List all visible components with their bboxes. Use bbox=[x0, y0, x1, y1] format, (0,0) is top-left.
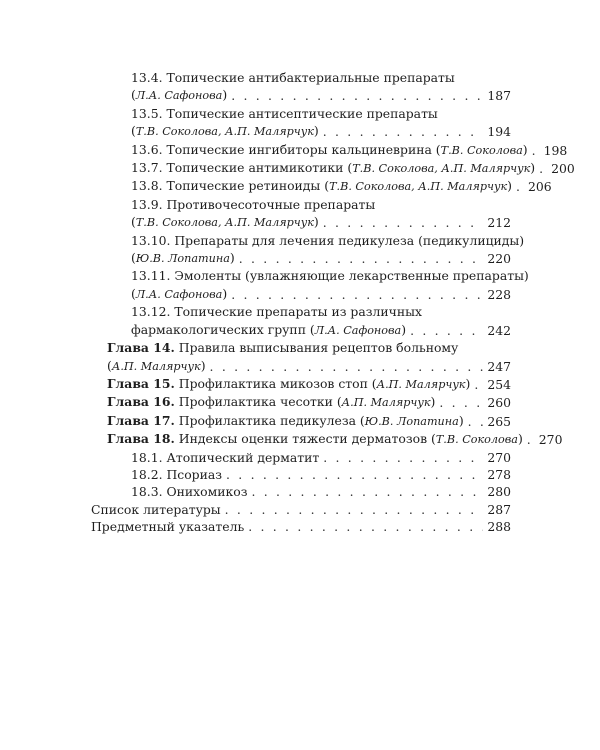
toc-entry-title bbox=[91, 518, 244, 535]
toc-entry-line bbox=[131, 321, 511, 339]
paren-open: ( bbox=[131, 250, 136, 266]
toc-entry[interactable] bbox=[91, 232, 525, 268]
paren-close: ) bbox=[222, 285, 228, 301]
toc-entry-title bbox=[131, 141, 528, 159]
paren-close: ) bbox=[517, 431, 523, 447]
toc-entry-line bbox=[131, 449, 511, 466]
toc-entry-author: Т.В. Соколова bbox=[435, 433, 518, 447]
toc-entry[interactable] bbox=[91, 105, 511, 141]
toc-entry-line bbox=[131, 285, 511, 303]
page-number: 242 bbox=[487, 322, 511, 338]
paren-open: ( bbox=[131, 123, 136, 139]
paren-open: ( bbox=[309, 321, 315, 337]
dot-leader bbox=[410, 322, 483, 339]
toc-entry[interactable] bbox=[91, 501, 511, 518]
toc-entry-title bbox=[107, 339, 458, 356]
toc-entry-text: 18.3. Онихомикоз bbox=[131, 484, 248, 500]
toc-entry-line bbox=[131, 69, 511, 86]
toc-entry-author: А.П. Малярчук bbox=[341, 396, 431, 410]
toc-entry-line bbox=[131, 159, 575, 177]
toc-entry-author: Ю.В. Лопатина bbox=[135, 252, 230, 266]
page-number: 260 bbox=[487, 395, 511, 411]
toc-entry-text: Профилактика чесотки bbox=[174, 394, 337, 410]
toc-entry-line bbox=[131, 249, 511, 267]
toc-entry-title bbox=[131, 69, 455, 86]
page-number: 212 bbox=[487, 215, 511, 231]
toc-entry-line bbox=[107, 393, 511, 411]
dot-leader bbox=[439, 394, 483, 411]
paren-close: ) bbox=[530, 160, 536, 176]
dot-leader bbox=[539, 160, 547, 177]
dot-leader bbox=[323, 449, 483, 466]
toc-entry-title bbox=[107, 393, 435, 411]
toc-entry-line bbox=[107, 357, 511, 375]
toc-entry-title bbox=[91, 501, 221, 518]
paren-open: ( bbox=[324, 178, 330, 194]
toc-entry-title bbox=[131, 105, 438, 122]
dot-leader bbox=[231, 87, 483, 104]
page-number: 265 bbox=[487, 413, 511, 429]
toc-entry[interactable] bbox=[91, 466, 511, 483]
toc-entry-title bbox=[131, 466, 222, 483]
toc-entry-title bbox=[131, 285, 227, 303]
toc-entry-title bbox=[131, 177, 512, 195]
toc-entry-line bbox=[131, 177, 552, 195]
toc-entry-text: 13.7. Топические антимикотики bbox=[131, 160, 348, 176]
toc-entry-text: Список литературы bbox=[91, 501, 221, 517]
paren-open: ( bbox=[131, 87, 136, 103]
toc-entry-line bbox=[107, 339, 511, 356]
dot-leader bbox=[231, 286, 483, 303]
page-number: 187 bbox=[487, 88, 511, 104]
chapter-number: Глава 18. bbox=[107, 431, 175, 447]
dot-leader bbox=[527, 431, 535, 448]
toc-entry[interactable] bbox=[91, 393, 511, 411]
toc-entry[interactable] bbox=[91, 141, 568, 159]
toc-entry-author: Т.В. Соколова, А.П. Малярчук bbox=[352, 162, 531, 176]
toc-entry-title bbox=[107, 412, 464, 430]
toc-entry-line bbox=[131, 196, 511, 213]
page-number: 270 bbox=[487, 449, 511, 465]
paren-open: ( bbox=[131, 214, 136, 230]
toc-entry-line bbox=[91, 501, 511, 518]
chapter-number: Глава 14. bbox=[107, 340, 175, 356]
paren-close: ) bbox=[313, 214, 319, 230]
paren-close: ) bbox=[522, 141, 528, 157]
paren-open: ( bbox=[107, 357, 112, 373]
dot-leader bbox=[210, 358, 484, 375]
toc-entry-text: Правила выписывания рецептов больному bbox=[174, 340, 459, 356]
toc-entry[interactable] bbox=[91, 430, 563, 448]
toc-entry[interactable] bbox=[91, 412, 511, 430]
page-number: 270 bbox=[538, 432, 563, 448]
page-number: 200 bbox=[551, 161, 575, 177]
toc-entry-line bbox=[107, 430, 563, 448]
paren-open: ( bbox=[435, 141, 441, 157]
paren-close: ) bbox=[401, 321, 407, 337]
paren-open: ( bbox=[131, 285, 136, 301]
toc-entry-title bbox=[131, 249, 235, 267]
page-number: 206 bbox=[527, 179, 552, 195]
toc-entry-author: Т.В. Соколова, А.П. Малярчук bbox=[329, 180, 508, 194]
dot-leader bbox=[225, 501, 484, 518]
page-number: 198 bbox=[543, 142, 568, 158]
page-number: 228 bbox=[487, 286, 511, 302]
page-number: 278 bbox=[487, 466, 511, 482]
toc-entry-text: 13.8. Топические ретиноиды bbox=[131, 178, 325, 194]
toc-entry-title bbox=[107, 430, 523, 448]
toc-entry[interactable] bbox=[91, 339, 511, 375]
toc-entry[interactable] bbox=[91, 177, 552, 195]
toc-entry-text: 18.1. Атопический дерматит bbox=[131, 449, 320, 465]
toc-entry[interactable] bbox=[91, 449, 511, 466]
paren-close: ) bbox=[458, 412, 464, 428]
toc-entry-title bbox=[131, 449, 319, 466]
paren-close: ) bbox=[222, 87, 228, 103]
page-number: 194 bbox=[487, 124, 511, 140]
paren-open: ( bbox=[336, 394, 342, 410]
dot-leader bbox=[323, 123, 484, 140]
toc-entry-text: Профилактика микозов стоп bbox=[174, 375, 372, 391]
toc-entry-author: Л.А. Сафонова bbox=[314, 323, 402, 337]
paren-close: ) bbox=[313, 123, 319, 139]
toc-entry-line bbox=[131, 141, 568, 159]
toc-entry-text: Профилактика педикулеза bbox=[174, 412, 360, 428]
dot-leader bbox=[226, 466, 483, 483]
paren-open: ( bbox=[371, 375, 377, 391]
toc-entry-title bbox=[131, 86, 227, 104]
chapter-number: Глава 17. bbox=[107, 412, 175, 428]
toc-entry[interactable] bbox=[91, 196, 511, 232]
toc-entry-text: 13.11. Эмоленты (увлажняющие лекарственные препараты) bbox=[131, 268, 529, 284]
page-number: 220 bbox=[487, 251, 511, 267]
dot-leader bbox=[474, 376, 483, 393]
toc-entry-line bbox=[107, 375, 511, 393]
toc-entry-author: Ю.В. Лопатина bbox=[364, 414, 459, 428]
toc-entry[interactable] bbox=[91, 518, 511, 535]
paren-close: ) bbox=[200, 357, 206, 373]
toc-entry-text: 13.5. Топические антисептические препараты bbox=[131, 105, 438, 121]
toc-entry-text: 13.10. Препараты для лечения педикулеза (педикулициды) bbox=[131, 232, 525, 248]
chapter-number: Глава 16. bbox=[107, 394, 175, 410]
toc-entry-text: 13.12. Топические препараты из различных bbox=[131, 304, 422, 320]
toc-entry-text: Индексы оценки тяжести дерматозов bbox=[174, 431, 431, 447]
toc-entry-title bbox=[131, 483, 247, 500]
toc-entry-title bbox=[131, 196, 375, 213]
dot-leader bbox=[468, 413, 484, 430]
toc-entry-title bbox=[107, 357, 206, 375]
page-number: 287 bbox=[487, 501, 511, 517]
toc-entry[interactable] bbox=[91, 375, 511, 393]
toc-entry-author: Л.А. Сафонова bbox=[135, 89, 223, 103]
paren-close: ) bbox=[507, 178, 512, 194]
toc-entry[interactable] bbox=[91, 483, 511, 500]
toc-entry-text: 18.2. Псориаз bbox=[131, 466, 223, 482]
toc-entry-title bbox=[131, 232, 524, 249]
paren-open: ( bbox=[347, 160, 353, 176]
toc-entry-line bbox=[131, 105, 511, 122]
toc-entry-author: Т.В. Соколова, А.П. Малярчук bbox=[135, 216, 314, 230]
toc-entry-author: А.П. Малярчук bbox=[376, 377, 466, 391]
toc-entry-author: Т.В. Соколова bbox=[440, 143, 523, 157]
toc-entry-title bbox=[131, 303, 422, 320]
toc-entry-title bbox=[131, 213, 319, 231]
table-of-contents bbox=[91, 69, 575, 536]
toc-entry[interactable] bbox=[91, 69, 511, 105]
toc-entry-line bbox=[107, 412, 511, 430]
toc-entry-author: Т.В. Соколова, А.П. Малярчук bbox=[135, 125, 314, 139]
paren-close: ) bbox=[229, 250, 235, 266]
toc-entry-line bbox=[131, 303, 511, 320]
toc-entry-text: 13.4. Топические антибактериальные препараты bbox=[131, 70, 455, 85]
dot-leader bbox=[248, 518, 483, 535]
toc-entry-title bbox=[131, 122, 319, 140]
page-number: 288 bbox=[487, 519, 511, 535]
toc-entry-author: Л.А. Сафонова bbox=[135, 287, 223, 301]
toc-entry-line bbox=[131, 267, 529, 284]
toc-entry-line bbox=[131, 232, 525, 249]
dot-leader bbox=[532, 142, 540, 159]
paren-close: ) bbox=[465, 375, 471, 391]
toc-entry-line bbox=[131, 213, 511, 231]
chapter-number: Глава 15. bbox=[107, 375, 175, 391]
toc-entry-title bbox=[107, 375, 470, 393]
toc-entry-author: А.П. Малярчук bbox=[111, 359, 201, 373]
toc-entry-line bbox=[131, 466, 511, 483]
toc-entry-title bbox=[131, 321, 406, 339]
dot-leader bbox=[323, 214, 484, 231]
toc-entry[interactable] bbox=[91, 303, 511, 339]
toc-entry-line bbox=[91, 518, 511, 535]
dot-leader bbox=[239, 250, 484, 267]
dot-leader bbox=[251, 483, 483, 500]
toc-entry-text: 13.6. Топические ингибиторы кальциневрина bbox=[131, 141, 436, 157]
paren-open: ( bbox=[431, 431, 436, 447]
toc-entry[interactable] bbox=[91, 159, 575, 177]
page-number: 247 bbox=[487, 358, 511, 374]
dot-leader bbox=[516, 178, 524, 195]
toc-entry-line bbox=[131, 86, 511, 104]
paren-open: ( bbox=[359, 412, 365, 428]
toc-entry[interactable] bbox=[91, 267, 529, 303]
toc-entry-text: 13.9. Противочесоточные препараты bbox=[131, 196, 376, 212]
toc-entry-text: Предметный указатель bbox=[91, 519, 245, 535]
toc-entry-title bbox=[131, 159, 535, 177]
toc-entry-line bbox=[131, 122, 511, 140]
toc-entry-line bbox=[131, 483, 511, 500]
paren-close: ) bbox=[430, 394, 436, 410]
toc-entry-title bbox=[131, 267, 529, 284]
page-number: 254 bbox=[487, 376, 511, 392]
page-number: 280 bbox=[487, 484, 511, 500]
toc-entry-text: фармакологических групп bbox=[131, 321, 310, 337]
